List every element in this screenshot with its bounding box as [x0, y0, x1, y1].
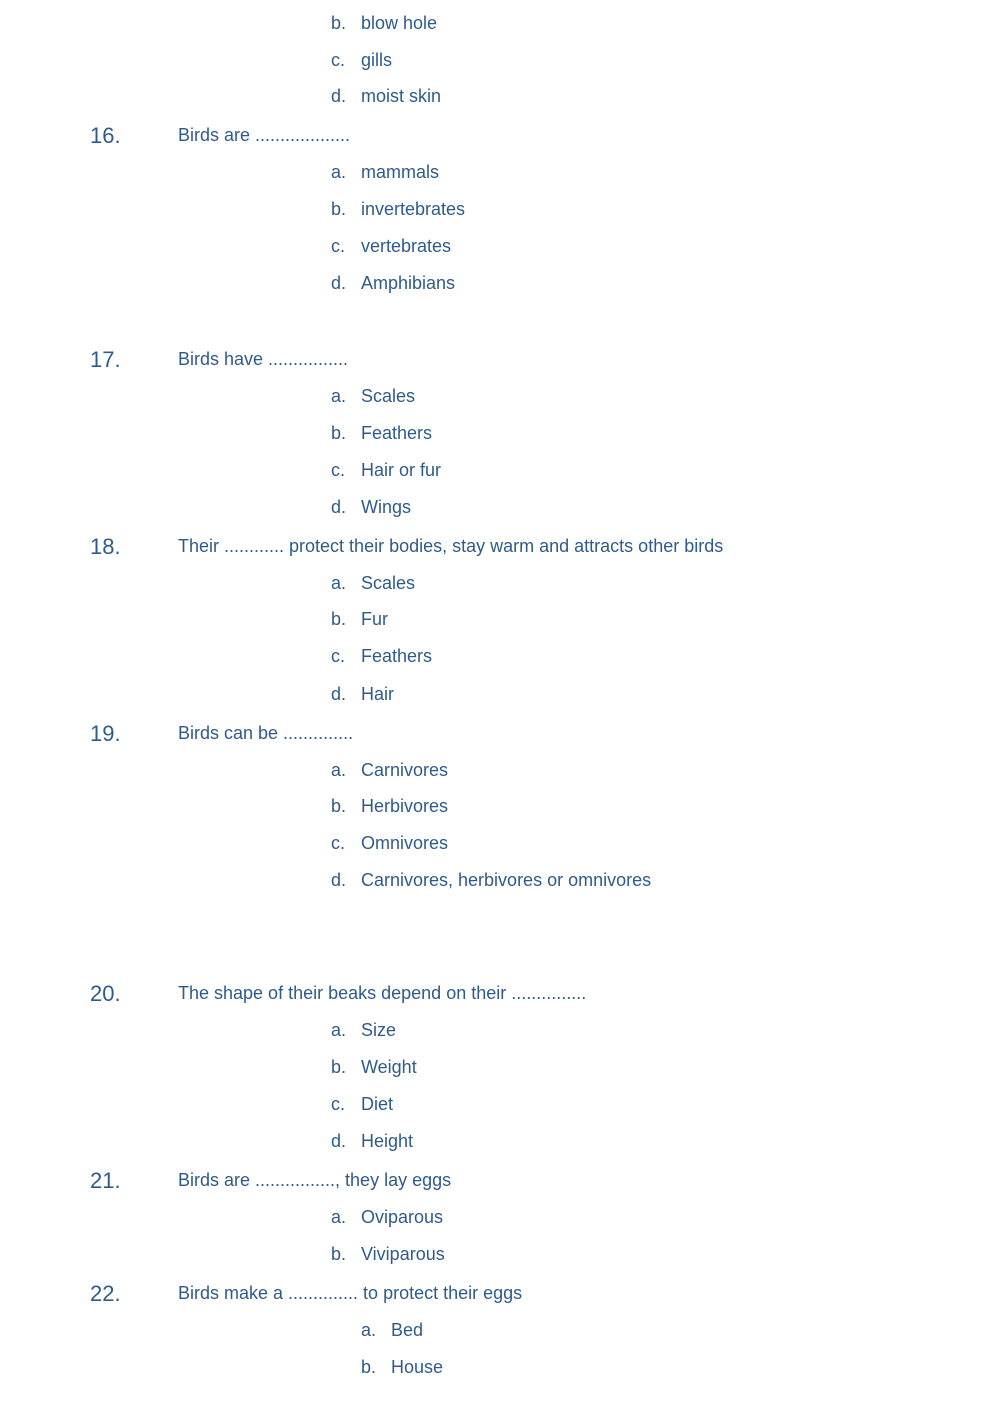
question-number: 17.: [90, 347, 121, 372]
option-letter: a.: [331, 760, 347, 780]
option-item: [331, 162, 439, 183]
option-item: [331, 460, 441, 481]
question-number: 19.: [90, 721, 121, 746]
option-item: [331, 423, 432, 444]
option-item: [331, 1244, 445, 1265]
option-text: Scales: [361, 386, 416, 406]
question-text: Birds are ................, they lay eggs: [178, 1170, 452, 1190]
question-text: Their ............ protect their bodies, stay warm and attracts other birds: [178, 536, 724, 556]
option-text: Herbivores: [361, 796, 449, 816]
option-item: [331, 1094, 393, 1115]
option-item: [331, 833, 448, 854]
option-text: Viviparous: [361, 1244, 445, 1264]
option-item: [331, 236, 451, 257]
question-text: The shape of their beaks depend on their ...............: [178, 983, 587, 1003]
option-item: [331, 13, 437, 34]
option-item: [331, 796, 448, 817]
option-text: invertebrates: [361, 199, 466, 219]
option-item: [331, 386, 415, 407]
option-letter: a.: [331, 1020, 347, 1040]
option-letter: a.: [331, 1207, 347, 1227]
option-text: Carnivores, herbivores or omnivores: [361, 870, 652, 890]
option-item: [331, 50, 392, 71]
option-item: [331, 646, 432, 667]
question-text: Birds are ...................: [178, 125, 351, 145]
option-text: Hair: [361, 684, 395, 704]
option-text: Oviparous: [361, 1207, 444, 1227]
option-text: Diet: [361, 1094, 394, 1114]
option-text: Carnivores: [361, 760, 449, 780]
option-letter: c.: [331, 833, 346, 853]
option-text: Feathers: [361, 423, 433, 443]
option-item: [331, 1131, 413, 1152]
option-letter: b.: [331, 199, 347, 219]
option-text: moist skin: [361, 86, 442, 106]
option-text: Bed: [391, 1320, 424, 1340]
option-letter: b.: [361, 1357, 377, 1377]
question-text: Birds can be ..............: [178, 723, 354, 743]
option-text: gills: [361, 50, 393, 70]
option-letter: c.: [331, 460, 346, 480]
option-text: Wings: [361, 497, 412, 517]
option-item: [331, 1020, 396, 1041]
option-letter: d.: [331, 684, 347, 704]
option-letter: d.: [331, 273, 347, 293]
option-text: Amphibians: [361, 273, 456, 293]
option-item: [331, 497, 411, 518]
option-item: [331, 1057, 417, 1078]
option-letter: d.: [331, 497, 347, 517]
option-letter: b.: [331, 609, 347, 629]
option-letter: a.: [361, 1320, 377, 1340]
option-item: [331, 1207, 443, 1228]
option-letter: b.: [331, 796, 347, 816]
option-letter: b.: [331, 423, 347, 443]
question-number: 16.: [90, 123, 121, 148]
option-item: [361, 1357, 443, 1378]
question-number: 22.: [90, 1281, 121, 1306]
option-letter: b.: [331, 1244, 347, 1264]
option-text: Feathers: [361, 646, 433, 666]
option-letter: a.: [331, 162, 347, 182]
option-text: Hair or fur: [361, 460, 442, 480]
option-item: [331, 199, 465, 220]
option-letter: c.: [331, 646, 346, 666]
option-item: [331, 760, 448, 781]
option-letter: a.: [331, 386, 347, 406]
option-text: mammals: [361, 162, 440, 182]
option-letter: c.: [331, 236, 346, 256]
option-item: [331, 684, 394, 705]
question-number: 21.: [90, 1168, 121, 1193]
option-item: [331, 609, 388, 630]
option-letter: d.: [331, 1131, 347, 1151]
option-item: [331, 273, 455, 294]
option-letter: d.: [331, 86, 347, 106]
option-text: Scales: [361, 573, 416, 593]
option-text: blow hole: [361, 13, 438, 33]
option-letter: a.: [331, 573, 347, 593]
question-text: Birds have ................: [178, 349, 349, 369]
option-text: Size: [361, 1020, 397, 1040]
option-text: House: [391, 1357, 444, 1377]
option-text: vertebrates: [361, 236, 452, 256]
option-text: Fur: [361, 609, 388, 629]
question-number: 18.: [90, 534, 121, 559]
option-item: [331, 870, 651, 891]
option-letter: b.: [331, 1057, 347, 1077]
option-letter: b.: [331, 13, 347, 33]
option-item: [331, 86, 441, 107]
option-text: Weight: [361, 1057, 417, 1077]
option-letter: d.: [331, 870, 347, 890]
option-letter: c.: [331, 1094, 346, 1114]
option-text: Height: [361, 1131, 414, 1151]
question-text: Birds make a .............. to protect their eggs: [178, 1283, 523, 1303]
option-text: Omnivores: [361, 833, 449, 853]
option-item: [331, 573, 415, 594]
option-item: [361, 1320, 423, 1341]
question-number: 20.: [90, 981, 121, 1006]
option-letter: c.: [331, 50, 346, 70]
